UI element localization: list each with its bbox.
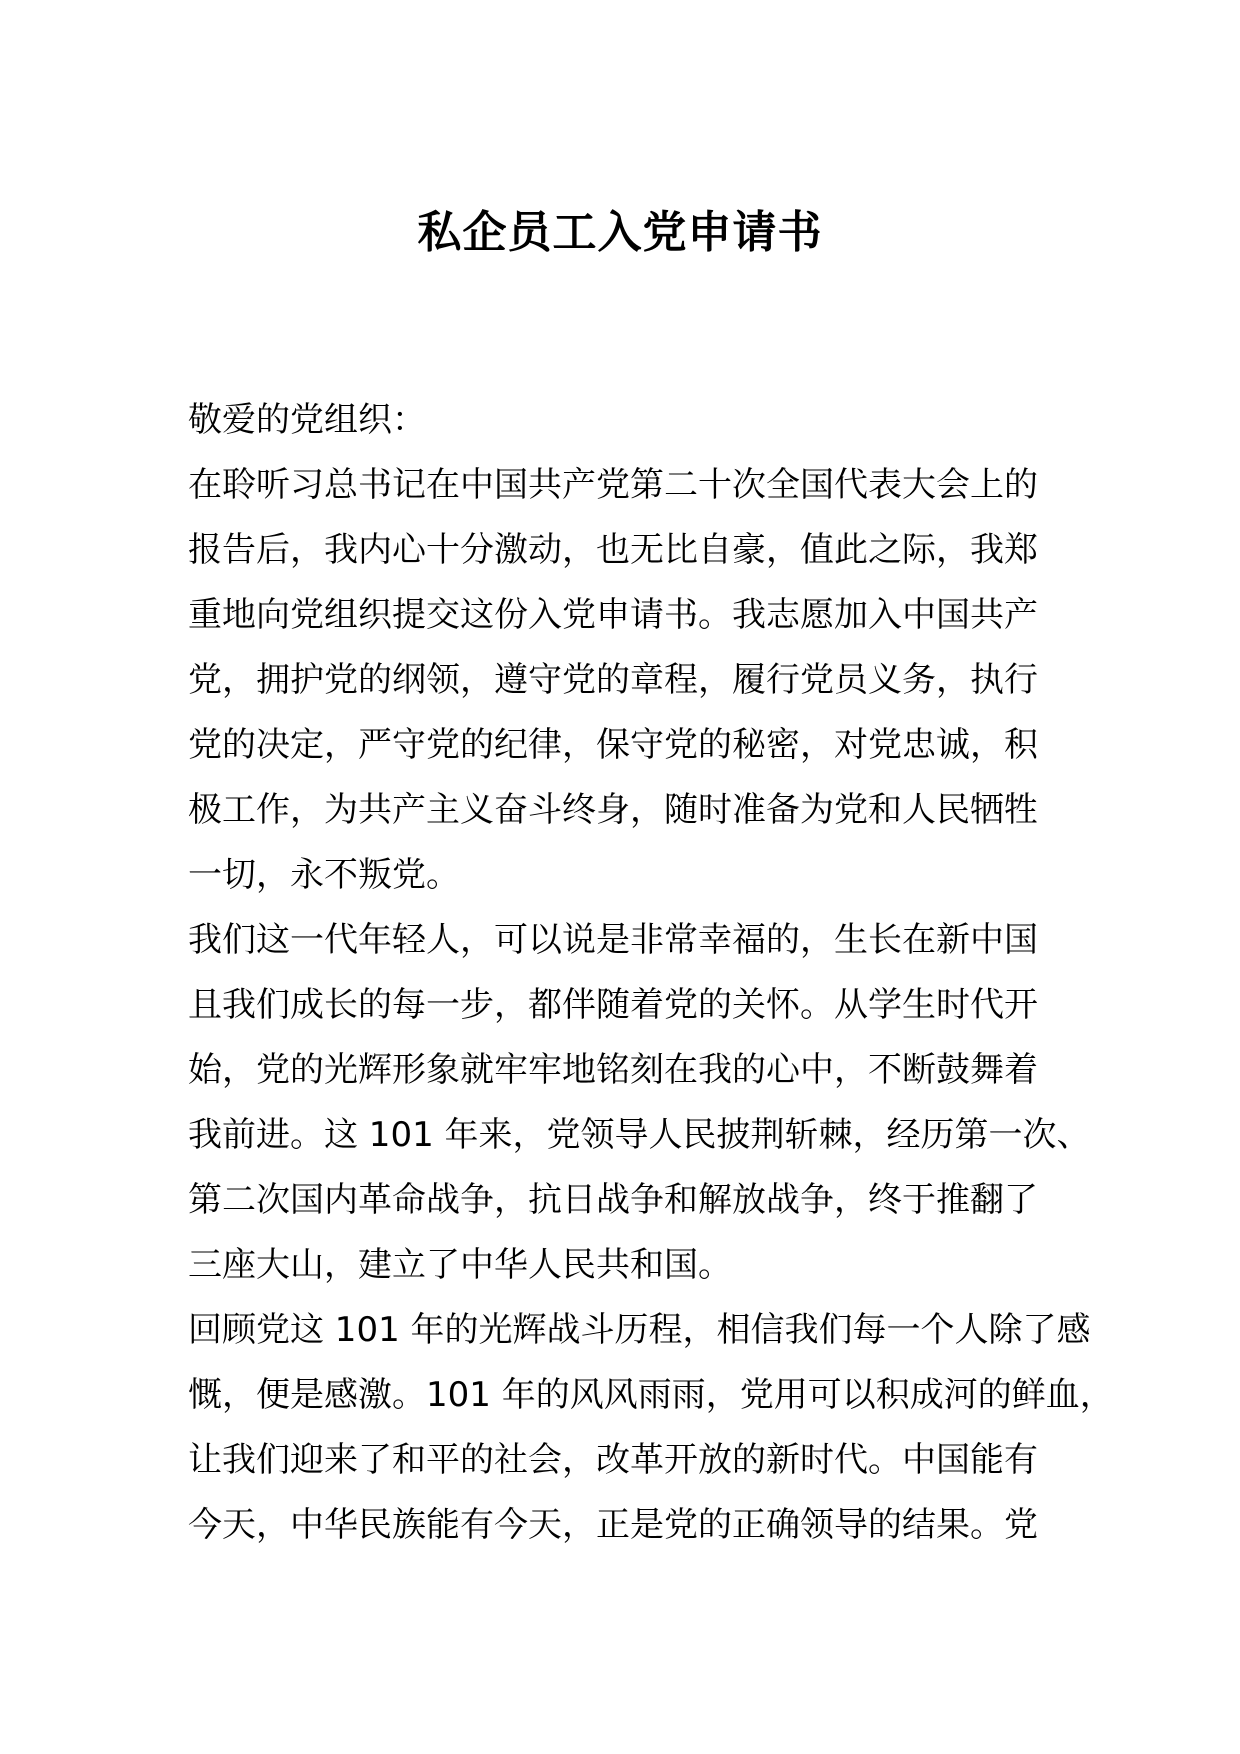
- body-line: 极工作，为共产主义奋斗终身，随时准备为党和人民牺牲: [188, 790, 1038, 830]
- body-line: 一切，永不叛党。: [188, 855, 460, 895]
- body-line: 党的决定，严守党的纪律，保守党的秘密，对党忠诚，积: [188, 725, 1038, 765]
- body-line: 回顾党这 101 年的光辉战斗历程，相信我们每一个人除了感: [188, 1310, 1091, 1350]
- document-title: 私企员工入党申请书: [417, 207, 823, 258]
- body-line: 在聆听习总书记在中国共产党第二十次全国代表大会上的: [188, 465, 1038, 505]
- body-line: 且我们成长的每一步，都伴随着党的关怀。从学生时代开: [188, 985, 1038, 1025]
- document-body: [188, 388, 1114, 1558]
- body-line: 我们这一代年轻人，可以说是非常幸福的，生长在新中国: [188, 920, 1038, 960]
- body-line: 报告后，我内心十分激动，也无比自豪，值此之际，我郑: [188, 530, 1038, 570]
- body-line: 党，拥护党的纲领，遵守党的章程，履行党员义务，执行: [188, 660, 1038, 700]
- body-line: 重地向党组织提交这份入党申请书。我志愿加入中国共产: [188, 595, 1038, 635]
- body-line: 第二次国内革命战争，抗日战争和解放战争，终于推翻了: [188, 1180, 1038, 1220]
- body-line: 让我们迎来了和平的社会，改革开放的新时代。中国能有: [188, 1440, 1038, 1480]
- body-line: 始，党的光辉形象就牢牢地铭刻在我的心中，不断鼓舞着: [188, 1050, 1038, 1090]
- body-line: 三座大山，建立了中华人民共和国。: [188, 1245, 732, 1285]
- body-line: 我前进。这 101 年来，党领导人民披荆斩棘，经历第一次、: [188, 1115, 1091, 1155]
- body-line: 今天，中华民族能有今天，正是党的正确领导的结果。党: [188, 1505, 1038, 1545]
- body-line: 慨，便是感激。101 年的风风雨雨，党用可以积成河的鲜血，: [188, 1375, 1114, 1415]
- salutation-line: 敬爱的党组织：: [188, 400, 426, 440]
